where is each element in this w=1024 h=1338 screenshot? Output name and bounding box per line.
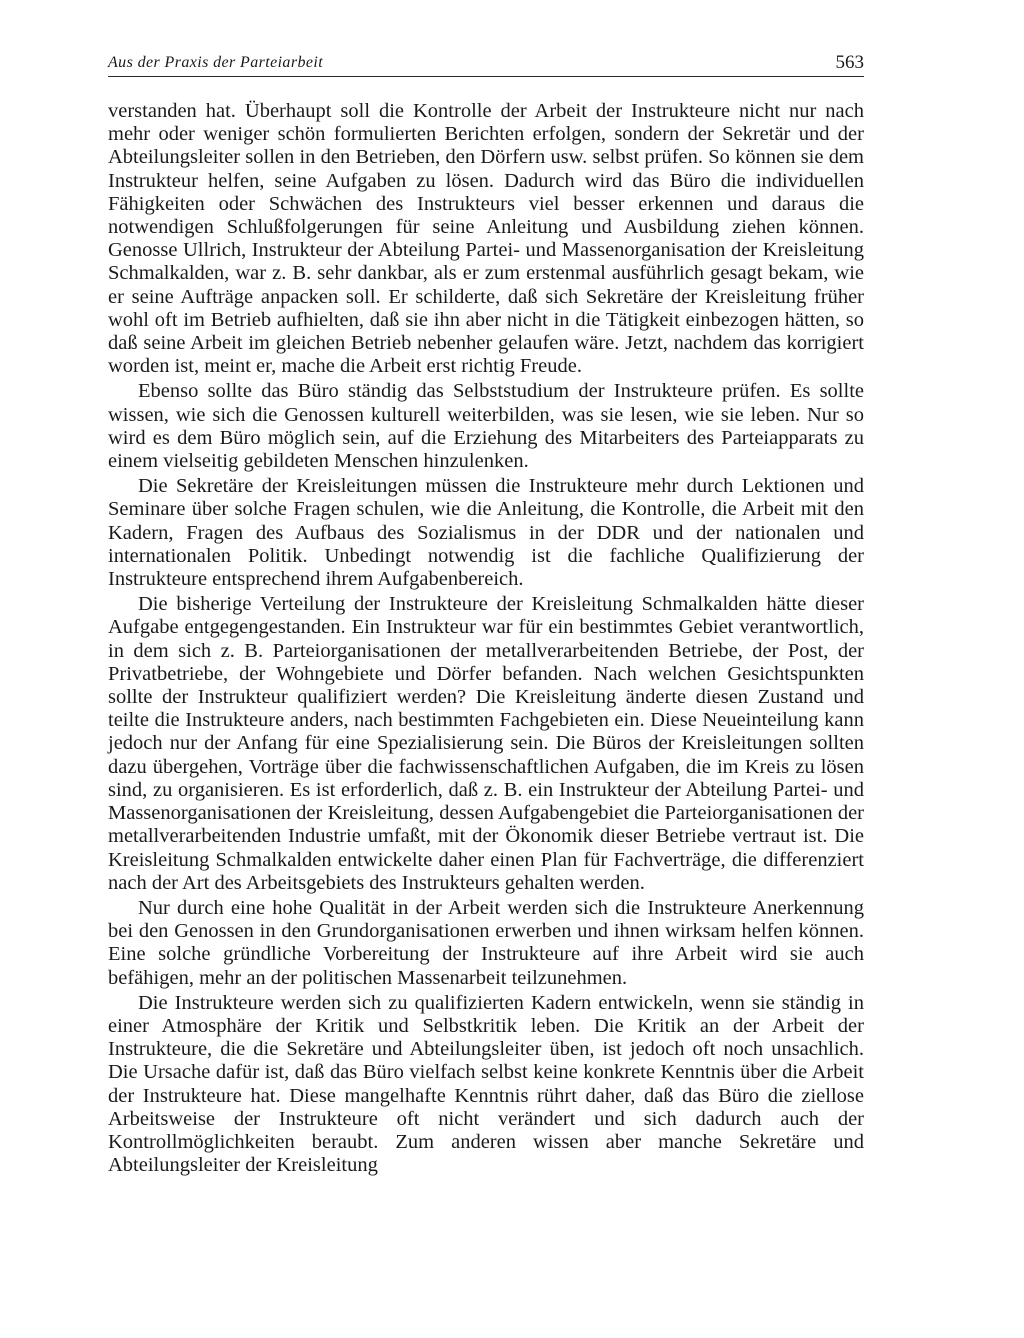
running-header <box>108 52 864 76</box>
paragraph: Die Instrukteure werden sich zu qualifizierten Kadern entwickeln, wenn sie ständig in einer Atmosphäre der Kritik und Selbstkritik leben. Die Kritik an der Arbeit der Instrukteure, die die Sekretäre und Abteilungsleiter üben, ist jedoch oft noch unsachlich. Die Ursache dafür ist, daß das Büro vielfach selbst keine konkrete Kenntnis über die Arbeit der Instrukteure hat. Diese mangelhafte Kenntnis rührt daher, daß das Büro die ziellose Arbeitsweise der Instrukteure oft nicht verändert und sich dadurch auch der Kontrollmöglichkeiten beraubt. Zum anderen wissen aber manche Sekretäre und Abteilungsleiter der Kreisleitung <box>108 991 864 1177</box>
body-text <box>108 100 864 1179</box>
paragraph: Nur durch eine hohe Qualität in der Arbeit werden sich die Instrukteure Anerkennung bei den Genossen in den Grundorganisationen erwerben und ihnen wirksam helfen können. Eine solche gründliche Vorbereitung der Instrukteure auf ihre Arbeit wird sie auch befähigen, mehr an der politischen Massenarbeit teilzunehmen. <box>108 896 864 989</box>
paragraph: Die bisherige Verteilung der Instrukteure der Kreisleitung Schmalkalden hätte dieser Aufgabe entgegengestanden. Ein Instrukteur war für ein bestimmtes Gebiet verantwortlich, in dem sich z. B. Parteiorganisationen der metallverarbeitenden Betriebe, der Post, der Privatbetriebe, der Wohngebiete und Dörfer befanden. Nach welchen Gesichtspunkten sollte der Instrukteur qualifiziert werden? Die Kreisleitung änderte diesen Zustand und teilte die Instrukteure anders, nach bestimmten Fachgebieten ein. Diese Neueinteilung kann jedoch nur der Anfang für eine Spezialisierung sein. Die Büros der Kreisleitungen sollten dazu übergehen, Vorträge über die fachwissenschaftlichen Aufgaben, die im Kreis zu lösen sind, zu organisieren. Es ist erforderlich, daß z. B. ein Instrukteur der Abteilung Partei- und Massenorganisationen der Kreisleitung, dessen Aufgabengebiet die Parteiorganisationen der metallverarbeitenden Industrie umfaßt, mit der Ökonomik dieser Betriebe vertraut ist. Die Kreisleitung Schmalkalden entwickelte daher einen Plan für Fachverträge, die differenziert nach der Art des Arbeitsgebiets des Instrukteurs gehalten werden. <box>108 593 864 894</box>
paragraph: Ebenso sollte das Büro ständig das Selbststudium der Instrukteure prüfen. Es sollte wissen, wie sich die Genossen kulturell weiterbilden, was sie lesen, wie sie leben. Nur so wird es dem Büro möglich sein, auf die Erziehung des Mitarbeiters des Parteiapparats zu einem vielseitig gebildeten Menschen hinzulenken. <box>108 380 864 473</box>
page-number: 563 <box>835 52 864 73</box>
paragraph-continuation: verstanden hat. Überhaupt soll die Kontrolle der Arbeit der Instrukteure nicht nur nach mehr oder weniger schön formulierten Berichten erfolgen, sondern der Sekretär und der Abteilungsleiter sollen in den Betrieben, den Dörfern usw. selbst prüfen. So können sie dem Instrukteur helfen, seine Aufgaben zu lösen. Dadurch wird das Büro die individuellen Fähigkeiten oder Schwächen des Instrukteurs viel besser erkennen und daraus die notwendigen Schlußfolgerungen für seine Anleitung und Ausbildung ziehen können. Genosse Ullrich, Instrukteur der Abteilung Partei- und Massenorganisation der Kreisleitung Schmalkalden, war z. B. sehr dankbar, als er zum erstenmal ausführlich gesagt bekam, wie er seine Aufträge anpacken soll. Er schilderte, daß sich Sekretäre der Kreisleitung früher wohl oft im Betrieb aufhielten, daß sie ihn aber nicht in die Tätigkeit einbezogen hätten, so daß seine Arbeit im gleichen Betrieb nebenher gelaufen wäre. Jetzt, nachdem das korrigiert worden ist, meint er, mache die Arbeit erst richtig Freude. <box>108 100 864 378</box>
paragraph: Die Sekretäre der Kreisleitungen müssen die Instrukteure mehr durch Lektionen und Seminare über solche Fragen schulen, wie die Anleitung, die Kontrolle, die Arbeit mit den Kadern, Fragen des Aufbaus des Sozialismus in der DDR und der nationalen und internationalen Politik. Unbedingt notwendig ist die fachliche Qualifizierung der Instrukteure entsprechend ihrem Aufgabenbereich. <box>108 475 864 591</box>
header-rule <box>108 76 864 77</box>
running-title: Aus der Praxis der Parteiarbeit <box>108 54 324 71</box>
